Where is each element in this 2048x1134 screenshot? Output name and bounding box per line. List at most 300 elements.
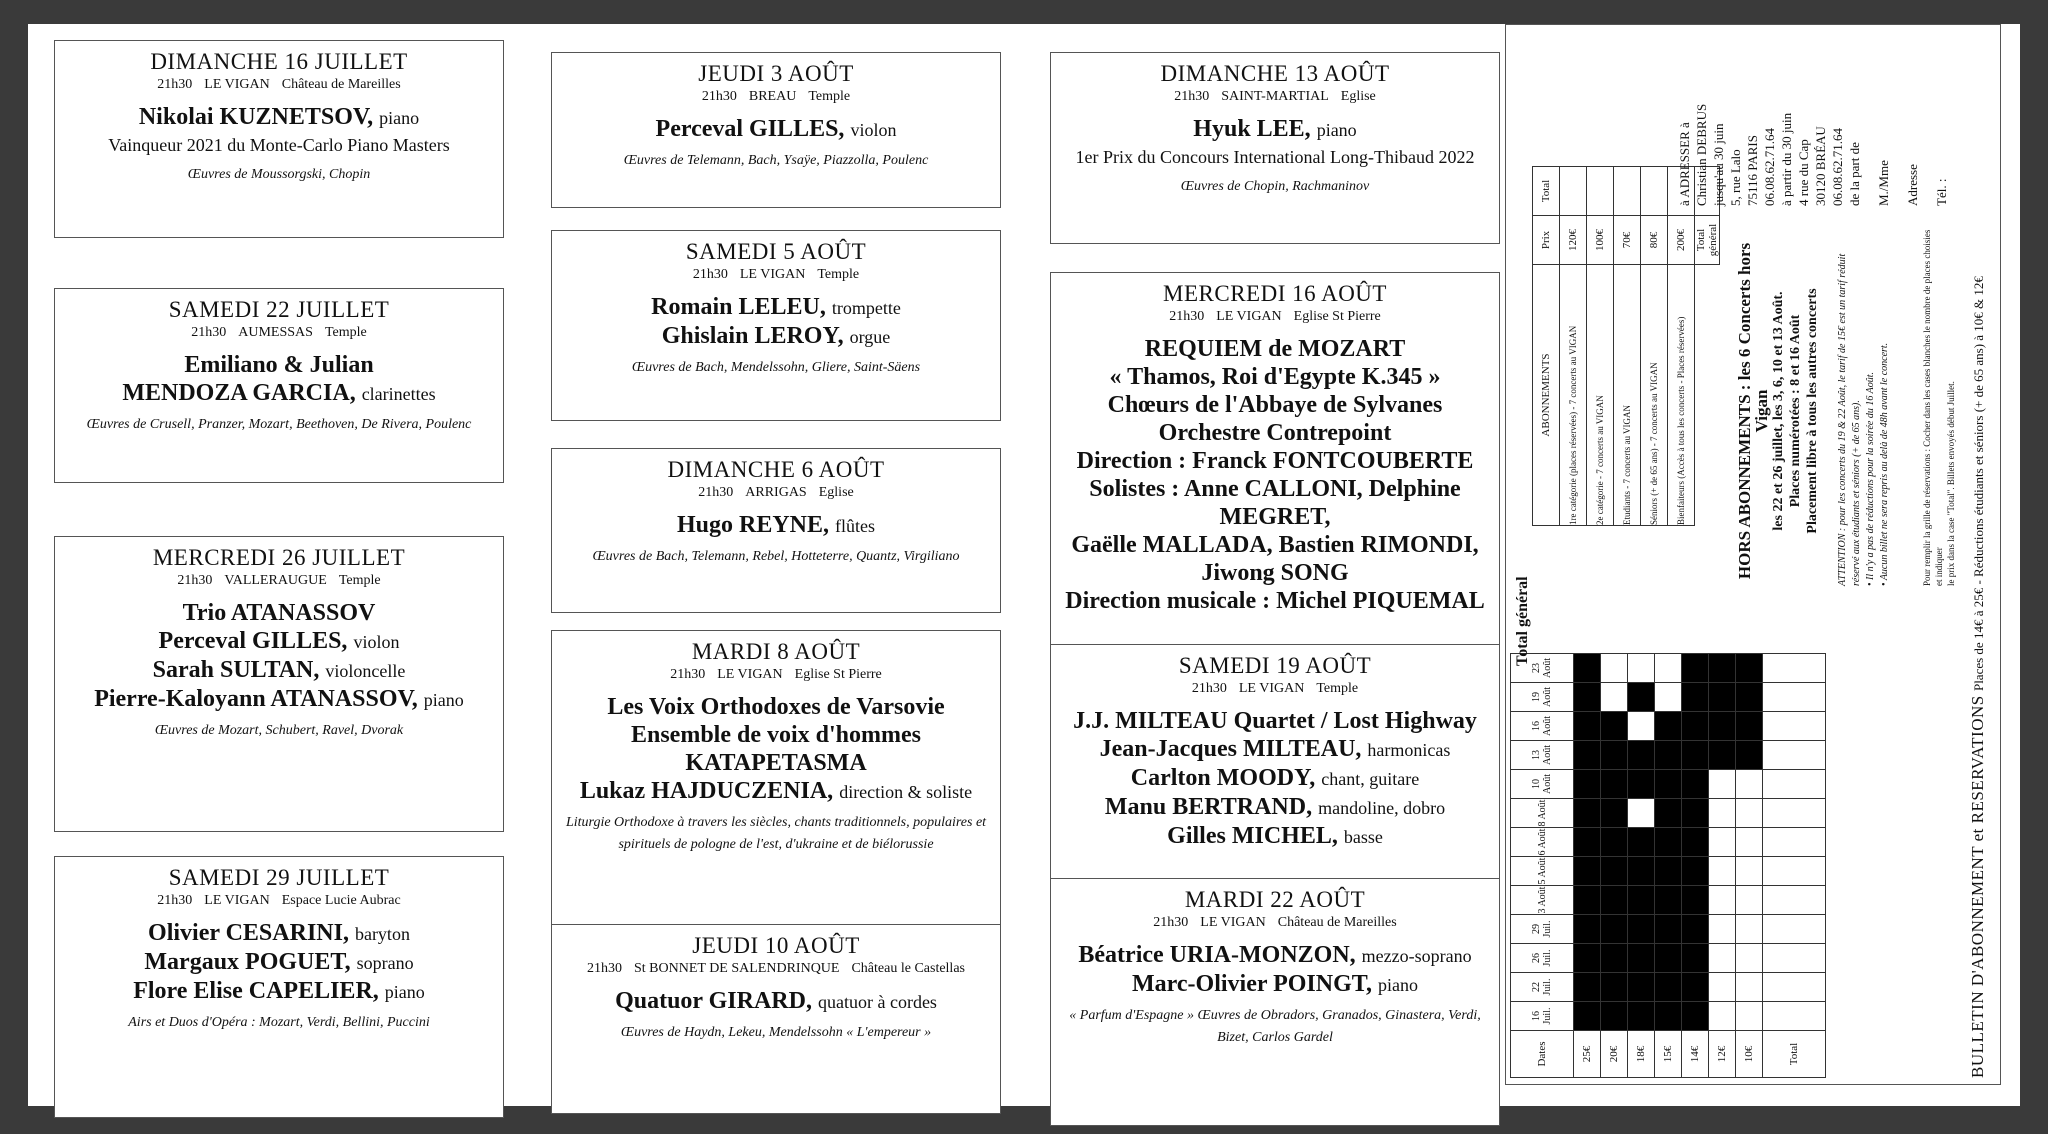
grid-cell-unavailable: [1601, 944, 1628, 973]
concert-place: [552, 89, 1000, 105]
concert-works: Liturgie Orthodoxe à travers les siècles, chants traditionnels, populaires et spirituels de pologne de l'est, d'ukraine et de biélorussie: [565, 815, 987, 852]
abo-total-cell[interactable]: [1614, 167, 1641, 216]
grid-cell-unavailable: [1655, 973, 1682, 1002]
concert-venue: Temple: [817, 267, 860, 282]
from-field[interactable]: Tél. :: [1934, 178, 1949, 206]
performer-role: piano: [384, 982, 425, 1002]
grid-date: 16 Juil.: [1511, 1002, 1574, 1031]
performer-name: « Thamos, Roi d'Egypte K.345 »: [1109, 364, 1441, 390]
grid-date: 6 Août: [1511, 828, 1574, 857]
concert-works: Œuvres de Crusell, Pranzer, Mozart, Beethoven, De Rivera, Poulenc: [86, 417, 472, 432]
grid-cell[interactable]: [1736, 828, 1763, 857]
concert-works: « Parfum d'Espagne » Œuvres de Obradors, Granados, Ginastera, Verdi, Bizet, Carlos Gardel: [1069, 1008, 1481, 1045]
grid-cell[interactable]: [1763, 828, 1826, 857]
grid-cell[interactable]: [1709, 857, 1736, 886]
hors-line: HORS ABONNEMENTS : les 6 Concerts hors Vigan: [1735, 242, 1771, 580]
concert-venue: Eglise St Pierre: [1293, 309, 1381, 324]
performer-name: Trio ATANASSOV: [182, 600, 376, 626]
performer-name: Flore Elise CAPELIER,: [133, 978, 379, 1004]
performer-name: Perceval GILLES,: [158, 628, 348, 654]
concert-card: [1050, 52, 1500, 244]
concert-date: SAMEDI 22 JUILLET: [168, 297, 390, 322]
concert-venue: Château le Castellas: [851, 961, 965, 976]
performer-role: orgue: [849, 327, 891, 347]
concert-town: VALLERAUGUE: [224, 573, 327, 588]
performer-name: Manu BERTRAND,: [1104, 794, 1313, 820]
performer-line: [552, 511, 1000, 540]
grid-cell-unavailable: [1601, 915, 1628, 944]
concert-venue: Eglise St Pierre: [794, 667, 882, 682]
performer-line: [1051, 735, 1499, 764]
grid-cell[interactable]: [1763, 915, 1826, 944]
performer-name: Orchestre Contrepoint: [1158, 420, 1392, 446]
attention-line: ATTENTION : pour les concerts du 19 & 22 Août, le tarif de 15€ est un tarif réduit: [1837, 253, 1848, 586]
concert-description: Vainqueur 2021 du Monte-Carlo Piano Masters: [108, 135, 450, 155]
performer-name: Lukaz HAJDUCZENIA,: [579, 778, 834, 804]
performer-name: Jean-Jacques MILTEAU,: [1099, 736, 1362, 762]
grid-cell-unavailable: [1709, 712, 1736, 741]
grid-header: 20€: [1601, 1031, 1628, 1078]
performer-role: piano: [1377, 975, 1418, 995]
concert-place: [55, 893, 503, 909]
concert-works: Œuvres de Telemann, Bach, Ysaÿe, Piazzolla, Poulenc: [623, 153, 929, 168]
total-general-label: Total général: [1514, 576, 1531, 666]
hors-line: Placement libre à tous les autres concerts: [1805, 288, 1820, 534]
performer-name: Carlton MOODY,: [1130, 765, 1316, 791]
performer-line: [1051, 707, 1499, 735]
grid-cell-unavailable: [1574, 857, 1601, 886]
grid-cell[interactable]: [1763, 770, 1826, 799]
performer-line: [55, 627, 503, 656]
concert-date: DIMANCHE 16 JUILLET: [150, 49, 408, 74]
grid-header: 18€: [1628, 1031, 1655, 1078]
concert-card: [54, 536, 504, 832]
grid-cell[interactable]: [1709, 944, 1736, 973]
address-line: à partir du 30 juin: [1779, 112, 1794, 206]
attention-line: • Il n'y a pas de réductions pour la soirée du 16 Août.: [1865, 371, 1876, 586]
performer-line: [1051, 447, 1499, 475]
performer-name: J.J. MILTEAU Quartet / Lost Highway: [1073, 708, 1477, 734]
concert-time: 21h30: [157, 77, 193, 92]
concert-card: [54, 40, 504, 238]
grid-cell-unavailable: [1736, 741, 1763, 770]
concert-time: 21h30: [177, 573, 213, 588]
concert-date: JEUDI 10 AOÛT: [692, 933, 860, 958]
from-field[interactable]: M./Mme: [1876, 160, 1891, 206]
bulletin-abonnement: [1505, 24, 2001, 1085]
abo-spacer: [1695, 265, 1720, 526]
grid-cell-unavailable: [1655, 1002, 1682, 1031]
abo-total-cell[interactable]: [1587, 167, 1614, 216]
attention-line: • Aucun billet ne sera repris au delà de 48h avant le concert.: [1879, 342, 1890, 586]
concert-venue: Château de Mareilles: [281, 77, 401, 92]
performer-line: [1051, 970, 1499, 999]
grid-cell[interactable]: [1628, 712, 1655, 741]
concert-description: 1er Prix du Concours International Long-Thibaud 2022: [1075, 147, 1475, 167]
grid-cell[interactable]: [1763, 944, 1826, 973]
performer-name: Romain LELEU,: [651, 294, 826, 320]
performer-name: Perceval GILLES,: [655, 116, 845, 142]
concert-venue: Temple: [1316, 681, 1359, 696]
grid-cell-unavailable: [1655, 886, 1682, 915]
grid-cell-unavailable: [1574, 799, 1601, 828]
grid-cell[interactable]: [1763, 886, 1826, 915]
concert-town: AUMESSAS: [238, 325, 313, 340]
grid-cell-unavailable: [1682, 886, 1709, 915]
hors-line: Places numérotées : 8 et 16 Août: [1788, 314, 1803, 508]
abo-price: 80€: [1641, 216, 1668, 265]
grid-date: 10 Août: [1511, 770, 1574, 799]
address-line: 30120 BRÉAU: [1813, 126, 1828, 206]
performer-line: [552, 693, 1000, 721]
grid-cell-unavailable: [1628, 973, 1655, 1002]
abo-total-general-label: Total général: [1695, 216, 1720, 265]
grid-cell[interactable]: [1736, 770, 1763, 799]
grid-cell-unavailable: [1736, 683, 1763, 712]
performer-line: [552, 293, 1000, 322]
grid-cell[interactable]: [1736, 1002, 1763, 1031]
grid-header: Total: [1763, 1031, 1826, 1078]
grid-cell-unavailable: [1682, 683, 1709, 712]
grid-cell[interactable]: [1736, 799, 1763, 828]
grid-cell-unavailable: [1601, 1002, 1628, 1031]
grid-cell-unavailable: [1601, 857, 1628, 886]
performer-name: Gilles MICHEL,: [1167, 823, 1338, 849]
performer-role: clarinettes: [361, 384, 436, 404]
performer-name: Solistes : Anne CALLONI, Delphine MEGRET,: [1089, 476, 1461, 530]
grid-cell-unavailable: [1682, 712, 1709, 741]
concert-place: [1051, 89, 1499, 105]
from-field[interactable]: Adresse: [1905, 164, 1920, 206]
grid-cell-unavailable: [1655, 712, 1682, 741]
performer-line: [552, 115, 1000, 144]
performer-role: soprano: [356, 953, 414, 973]
concert-date: SAMEDI 19 AOÛT: [1178, 653, 1372, 678]
bulletin-rotated: [1506, 25, 2001, 1085]
concert-time: 21h30: [698, 485, 734, 500]
grid-cell[interactable]: [1709, 1002, 1736, 1031]
performer-name: Direction musicale : Michel PIQUEMAL: [1065, 588, 1485, 614]
concert-town: LE VIGAN: [1238, 681, 1305, 696]
performer-line: [1051, 531, 1499, 559]
grid-cell[interactable]: [1709, 770, 1736, 799]
grid-cell-unavailable: [1655, 944, 1682, 973]
grid-cell-unavailable: [1574, 712, 1601, 741]
concert-town: LE VIGAN: [1216, 309, 1282, 324]
abo-label: 1re catégorie (places réservées) - 7 concerts au VIGAN: [1560, 265, 1587, 526]
concert-venue: Temple: [338, 573, 381, 588]
grid-cell-unavailable: [1628, 915, 1655, 944]
grid-cell[interactable]: [1601, 654, 1628, 683]
grid-cell-unavailable: [1655, 770, 1682, 799]
performer-line: [1051, 559, 1499, 587]
concert-card: [54, 288, 504, 483]
concert-card: [1050, 644, 1500, 903]
concert-date: MARDI 8 AOÛT: [691, 639, 861, 664]
grid-cell-unavailable: [1628, 944, 1655, 973]
grid-date: 29 Juil.: [1511, 915, 1574, 944]
performer-name: Emiliano & Julian: [184, 352, 374, 378]
grid-cell[interactable]: [1709, 799, 1736, 828]
performer-line: [55, 948, 503, 977]
abonnements-table: [1532, 166, 1720, 526]
address-line: Christian DEBRUS: [1694, 103, 1709, 206]
concert-time: 21h30: [1153, 915, 1189, 930]
performer-line: [552, 322, 1000, 351]
performer-line: [1051, 335, 1499, 363]
grid-header: 15€: [1655, 1031, 1682, 1078]
address-line: 06.08.62.71.64: [1762, 128, 1777, 206]
grid-cell[interactable]: [1628, 799, 1655, 828]
bulletin-address: [1676, 104, 1846, 206]
concert-venue: Eglise: [818, 485, 854, 500]
performer-name: Les Voix Orthodoxes de Varsovie: [607, 694, 945, 720]
performer-name: Hyuk LEE,: [1193, 116, 1311, 142]
bulletin-title-main: BULLETIN D'ABONNEMENT et RESERVATIONS: [1968, 695, 1987, 1078]
performer-role: mandoline, dobro: [1318, 798, 1446, 818]
concert-works: Œuvres de Mozart, Schubert, Ravel, Dvorak: [154, 723, 404, 738]
grid-cell-unavailable: [1574, 1002, 1601, 1031]
grid-cell-unavailable: [1682, 654, 1709, 683]
grid-cell-unavailable: [1601, 886, 1628, 915]
grid-cell-unavailable: [1682, 799, 1709, 828]
concert-venue: Temple: [808, 89, 851, 104]
concert-place: [1051, 915, 1499, 931]
attention-line: réservé aux étudiants et séniors (+ de 65 ans).: [1851, 400, 1862, 586]
concert-place: [55, 325, 503, 341]
grid-cell-unavailable: [1628, 886, 1655, 915]
performer-line: [552, 749, 1000, 777]
concert-works: Œuvres de Moussorgski, Chopin: [187, 167, 371, 182]
abo-price: 200€: [1668, 216, 1695, 265]
performer-line: [55, 919, 503, 948]
performer-line: [552, 987, 1000, 1016]
performer-line: [55, 103, 503, 132]
grid-date: 26 Juil.: [1511, 944, 1574, 973]
abo-price: 120€: [1560, 216, 1587, 265]
grid-cell-unavailable: [1682, 741, 1709, 770]
concert-works: Œuvres de Chopin, Rachmaninov: [1180, 179, 1370, 194]
abo-total-cell[interactable]: [1560, 167, 1587, 216]
grid-cell[interactable]: [1736, 973, 1763, 1002]
performer-role: chant, guitare: [1321, 769, 1420, 789]
concert-card: [551, 630, 1001, 928]
footnote-line: le prix dans la case "Total". Billets envoyés début Juillet.: [1946, 381, 1956, 586]
performer-line: [55, 351, 503, 379]
from-field[interactable]: de la part de: [1847, 142, 1862, 206]
grid-cell-unavailable: [1601, 799, 1628, 828]
concert-card: [551, 52, 1001, 208]
concert-venue: Temple: [324, 325, 367, 340]
grid-cell-unavailable: [1601, 770, 1628, 799]
performer-name: Ensemble de voix d'hommes: [630, 722, 921, 748]
performer-role: piano: [423, 690, 464, 710]
address-line: 4 rue du Cap: [1796, 139, 1811, 206]
grid-cell-unavailable: [1709, 683, 1736, 712]
grid-cell-unavailable: [1655, 799, 1682, 828]
grid-cell[interactable]: [1736, 886, 1763, 915]
concert-time: 21h30: [1174, 89, 1210, 104]
grid-cell[interactable]: [1763, 857, 1826, 886]
hors-abonnements: [1736, 236, 1821, 586]
grid-cell[interactable]: [1763, 973, 1826, 1002]
grid-cell[interactable]: [1736, 915, 1763, 944]
grid-cell-unavailable: [1655, 828, 1682, 857]
grid-cell-unavailable: [1682, 1002, 1709, 1031]
grid-cell[interactable]: [1709, 973, 1736, 1002]
concert-date: DIMANCHE 13 AOÛT: [1160, 61, 1390, 86]
grid-cell-unavailable: [1628, 683, 1655, 712]
concert-place: [552, 961, 1000, 977]
attention-notice: [1836, 226, 1892, 586]
performer-line: [1051, 391, 1499, 419]
concert-card: [1050, 878, 1500, 1126]
grid-cell[interactable]: [1763, 712, 1826, 741]
grid-date: 16 Août: [1511, 712, 1574, 741]
concert-time: 21h30: [701, 89, 737, 104]
grid-cell[interactable]: [1628, 654, 1655, 683]
concert-works: Œuvres de Bach, Mendelssohn, Gliere, Saint-Säens: [631, 360, 921, 375]
performer-name: Béatrice URIA-MONZON,: [1078, 942, 1356, 968]
performer-name: Olivier CESARINI,: [148, 920, 349, 946]
grid-cell[interactable]: [1655, 683, 1682, 712]
concert-venue: Château de Mareilles: [1277, 915, 1397, 930]
concert-date: MERCREDI 16 AOÛT: [1163, 281, 1387, 306]
performer-name: Jiwong SONG: [1201, 560, 1349, 586]
performer-name: Nikolai KUZNETSOV,: [138, 104, 374, 130]
grid-header: 25€: [1574, 1031, 1601, 1078]
grid-cell-unavailable: [1574, 915, 1601, 944]
performer-line: [1051, 764, 1499, 793]
performer-role: violon: [353, 632, 400, 652]
concert-date: DIMANCHE 6 AOÛT: [667, 457, 885, 482]
performer-name: MENDOZA GARCIA,: [122, 380, 356, 406]
address-line: 75116 PARIS: [1745, 135, 1760, 206]
concert-place: [55, 77, 503, 93]
concert-card: [1050, 272, 1500, 660]
grid-cell[interactable]: [1709, 915, 1736, 944]
concert-date: JEUDI 3 AOÛT: [698, 61, 854, 86]
grid-header: 10€: [1736, 1031, 1763, 1078]
performer-line: [55, 977, 503, 1006]
concert-town: SAINT-MARTIAL: [1221, 89, 1329, 104]
grid-date: 23 Août: [1511, 654, 1574, 683]
concert-town: ARRIGAS: [745, 485, 807, 500]
performer-line: [1051, 941, 1499, 970]
abo-label: Bienfaiteurs (Accès à tous les concerts - Places réservées): [1668, 265, 1695, 526]
grid-cell-unavailable: [1682, 828, 1709, 857]
address-line: à ADRESSER à: [1677, 122, 1692, 206]
performer-line: [55, 685, 503, 714]
concert-time: 21h30: [1169, 309, 1205, 324]
concert-card: [551, 448, 1001, 613]
grid-cell-unavailable: [1709, 741, 1736, 770]
bulletin-subtitle: Places de 14€ à 25€ - Réductions étudiants et séniors (+ de 65 ans) à 10€ & 12€: [1971, 276, 1986, 692]
grid-cell[interactable]: [1763, 654, 1826, 683]
performer-name: REQUIEM de MOZART: [1144, 336, 1406, 362]
grid-cell[interactable]: [1736, 857, 1763, 886]
concert-date: SAMEDI 29 JUILLET: [168, 865, 390, 890]
abo-label: 2e catégorie - 7 concerts au VIGAN: [1587, 265, 1614, 526]
grid-cell-unavailable: [1655, 915, 1682, 944]
concert-card: [54, 856, 504, 1118]
grid-cell[interactable]: [1763, 741, 1826, 770]
concert-works: Œuvres de Bach, Telemann, Rebel, Hotteterre, Quantz, Virgiliano: [592, 549, 960, 564]
performer-line: [55, 379, 503, 408]
concert-town: LE VIGAN: [204, 893, 270, 908]
grid-header: 14€: [1682, 1031, 1709, 1078]
concert-town: LE VIGAN: [1200, 915, 1266, 930]
performer-role: piano: [379, 108, 420, 128]
performer-line: [552, 721, 1000, 749]
concert-time: 21h30: [191, 325, 227, 340]
concert-date: MARDI 22 AOÛT: [1184, 887, 1366, 912]
grid-cell-unavailable: [1682, 915, 1709, 944]
performer-line: [55, 656, 503, 685]
performer-role: baryton: [354, 924, 410, 944]
grid-cell[interactable]: [1709, 886, 1736, 915]
performer-name: Hugo REYNE,: [676, 512, 830, 538]
performer-name: Direction : Franck FONTCOUBERTE: [1076, 448, 1474, 474]
grid-cell-unavailable: [1574, 741, 1601, 770]
concert-works: Airs et Duos d'Opéra : Mozart, Verdi, Bellini, Puccini: [128, 1015, 430, 1030]
grid-cell-unavailable: [1628, 1002, 1655, 1031]
grid-date: 3 Août: [1511, 886, 1574, 915]
concert-place: [552, 485, 1000, 501]
performer-role: quatuor à cordes: [817, 992, 937, 1012]
abo-header: Prix: [1533, 216, 1560, 265]
performer-role: harmonicas: [1367, 740, 1451, 760]
grid-cell[interactable]: [1709, 828, 1736, 857]
performer-name: Quatuor GIRARD,: [615, 988, 812, 1014]
concert-town: BREAU: [748, 89, 797, 104]
concert-date: MERCREDI 26 JUILLET: [152, 545, 406, 570]
grid-date: 13 Août: [1511, 741, 1574, 770]
address-line: jusqu'au 30 juin: [1711, 123, 1726, 206]
concert-town: St BONNET DE SALENDRINQUE: [634, 961, 840, 976]
grid-cell[interactable]: [1763, 683, 1826, 712]
performer-name: Sarah SULTAN,: [152, 657, 320, 683]
performer-name: Gaëlle MALLADA, Bastien RIMONDI,: [1071, 532, 1479, 558]
abo-price: 70€: [1614, 216, 1641, 265]
grid-cell-unavailable: [1601, 712, 1628, 741]
concert-place: [552, 667, 1000, 683]
address-line: 5, rue Lalo: [1728, 149, 1743, 206]
grid-cell[interactable]: [1736, 944, 1763, 973]
performer-role: violoncelle: [325, 661, 406, 681]
concert-place: [1051, 681, 1499, 697]
concert-works: Œuvres de Haydn, Lekeu, Mendelssohn « L'empereur »: [620, 1025, 932, 1040]
grid-cell[interactable]: [1601, 683, 1628, 712]
address-line: 06.08.62.71.64: [1830, 128, 1845, 206]
concert-venue: Eglise: [1340, 89, 1376, 104]
grid-cell[interactable]: [1763, 1002, 1826, 1031]
grid-cell[interactable]: [1763, 799, 1826, 828]
grid-header: Dates: [1511, 1031, 1574, 1078]
grid-header: 12€: [1709, 1031, 1736, 1078]
reservation-footnote: [1921, 226, 1957, 586]
grid-date: 22 Juil.: [1511, 973, 1574, 1002]
grid-cell-unavailable: [1574, 654, 1601, 683]
performer-name: Ghislain LEROY,: [661, 323, 844, 349]
performer-line: [1051, 419, 1499, 447]
performer-role: basse: [1343, 827, 1383, 847]
grid-cell[interactable]: [1655, 654, 1682, 683]
abo-total-cell[interactable]: [1641, 167, 1668, 216]
concert-town: LE VIGAN: [739, 267, 806, 282]
grid-cell-unavailable: [1601, 828, 1628, 857]
grid-cell-unavailable: [1574, 944, 1601, 973]
